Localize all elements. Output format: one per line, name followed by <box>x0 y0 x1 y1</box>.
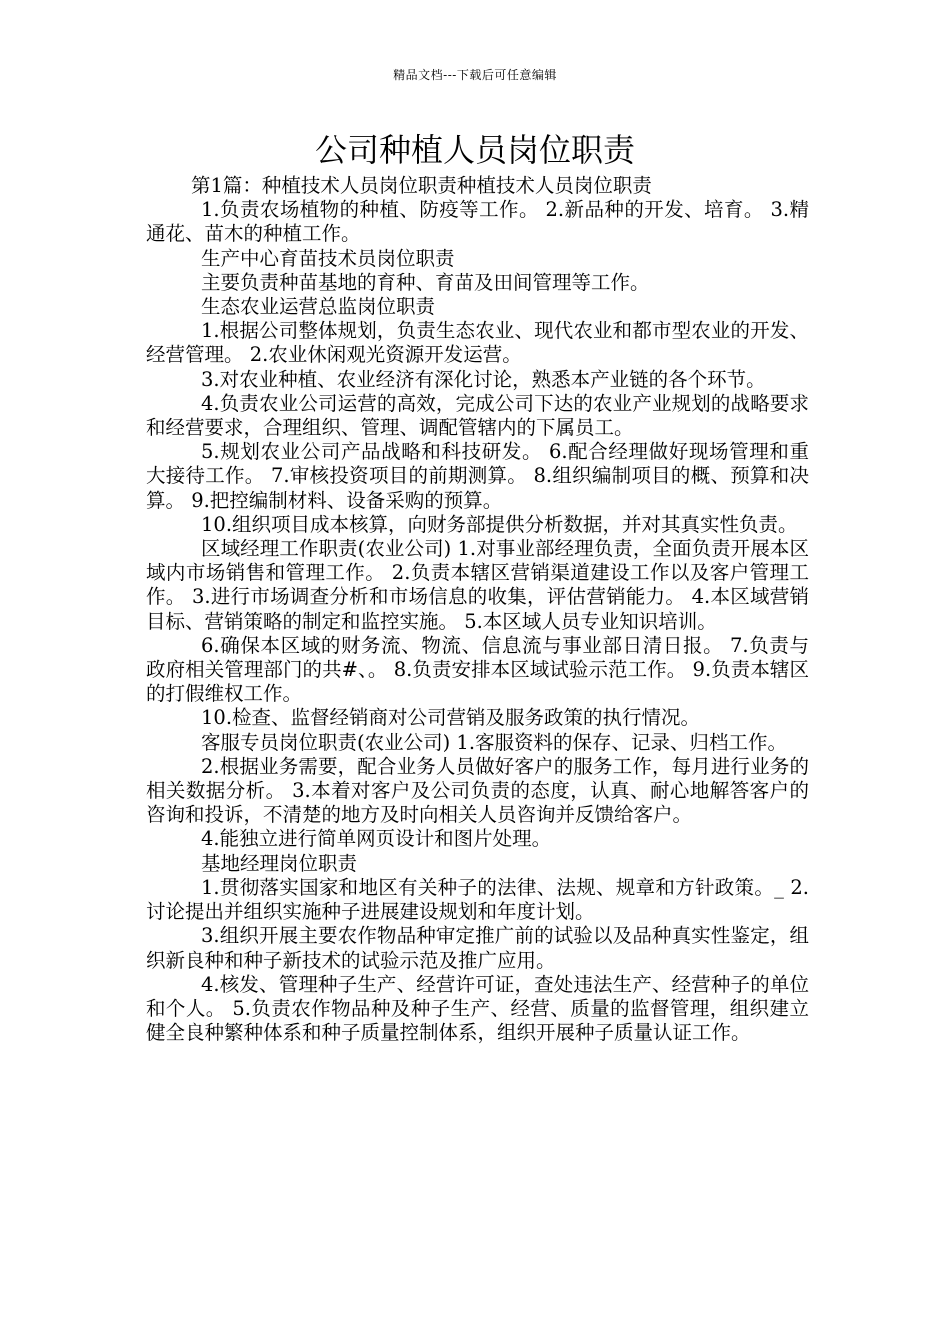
body-paragraph: 主要负责种苗基地的育种、育苗及田间管理等工作。 <box>201 270 650 294</box>
document-body <box>146 174 809 1045</box>
section-heading: 生产中心育苗技术员岗位职责 <box>201 246 455 270</box>
body-paragraph: 10.组织项目成本核算，向财务部提供分析数据，并对其真实性负责。 <box>201 512 798 536</box>
section-heading: 生态农业运营总监岗位职责 <box>201 295 436 319</box>
body-paragraph: 3.组织开展主要农作物品种审定推广前的试验以及品种真实性鉴定，组织新良种和种子新技术的试验示范及推广应用。 <box>146 924 809 972</box>
body-paragraph: 4.能独立进行简单网页设计和图片处理。 <box>201 827 552 851</box>
body-paragraph: 1.负责农场植物的种植、防疫等工作。 2.新品种的开发、培育。 3.精通花、苗木的种植工作。 <box>146 198 809 246</box>
body-paragraph: 6.确保本区域的财务流、物流、信息流与事业部日清日报。 7.负责与政府相关管理部门的共#、。 8.负责安排本区域试验示范工作。 9.负责本辖区的打假维权工作。 <box>146 633 809 706</box>
page-header: 精品文档---下载后可任意编辑 <box>393 68 557 82</box>
body-paragraph: 4.核发、管理种子生产、经营许可证，查处违法生产、经营种子的单位和个人。 5.负责农作物品种及种子生产、经营、质量的监督管理，组织建立健全良种繁种体系和种子质量控制体系，组织开展种子质量认证工作。 <box>146 972 809 1045</box>
document-title: 公司种植人员岗位职责 <box>314 131 635 169</box>
body-paragraph: 1.贯彻落实国家和地区有关种子的法律、法规、规章和方针政策。_ 2.讨论提出并组织实施种子进展建设规划和年度计划。 <box>146 875 809 924</box>
body-paragraph: 2.根据业务需要，配合业务人员做好客户的服务工作，每月进行业务的相关数据分析。 3.本着对客户及公司负责的态度，认真、耐心地解答客户的咨询和投诉，不清楚的地方及时向相关人员咨询并反馈给客户。 <box>146 754 809 827</box>
body-paragraph: 5.规划农业公司产品战略和科技研发。 6.配合经理做好现场管理和重大接待工作。 7.审核投资项目的前期测算。 8.组织编制项目的概、预算和决算。 9.把控编制材料、设备采购的预算。 <box>146 440 809 512</box>
section-heading: 基地经理岗位职责 <box>201 851 358 875</box>
body-paragraph: 客服专员岗位职责(农业公司) 1.客服资料的保存、记录、归档工作。 <box>201 730 788 754</box>
section-heading: 第1篇：种植技术人员岗位职责种植技术人员岗位职责 <box>191 174 652 197</box>
body-paragraph: 3.对农业种植、农业经济有深化讨论，熟悉本产业链的各个环节。 <box>201 367 766 391</box>
body-paragraph: 4.负责农业公司运营的高效，完成公司下达的农业产业规划的战略要求和经营要求，合理组织、管理、调配管辖内的下属员工。 <box>146 391 809 440</box>
body-paragraph: 10.检查、监督经销商对公司营销及服务政策的执行情况。 <box>201 706 701 730</box>
body-paragraph: 1.根据公司整体规划，负责生态农业、现代农业和都市型农业的开发、经营管理。 2.农业休闲观光资源开发运营。 <box>146 319 809 367</box>
body-paragraph: 区域经理工作职责(农业公司) 1.对事业部经理负责，全面负责开展本区域内市场销售和管理工作。 2.负责本辖区营销渠道建设工作以及客户管理工作。 3.进行市场调查分析和市场信息的收集，评估营销能力。 4.本区域营销目标、营销策略的制定和监控实施。 5.本区域人员专业知识培训。 <box>146 537 809 633</box>
